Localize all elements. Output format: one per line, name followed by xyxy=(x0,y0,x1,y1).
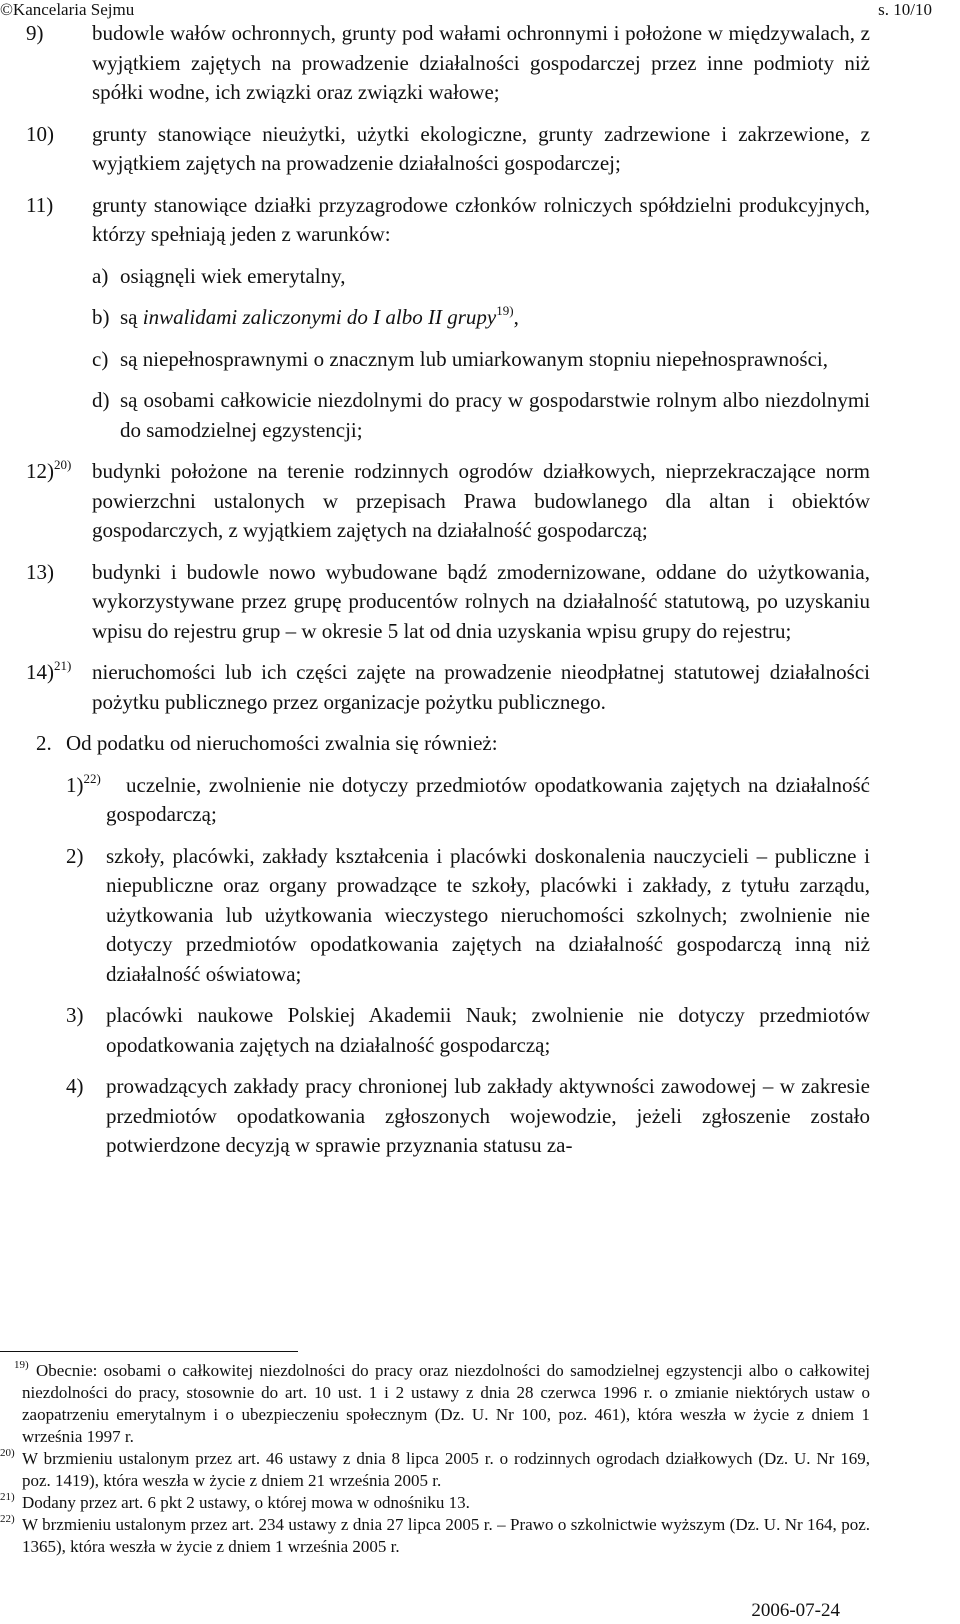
footnote xyxy=(0,1514,870,1558)
item-number: 11) xyxy=(26,192,54,217)
item-text: uczelnie, zwolnienie nie dotyczy przedmiotów opodatkowania zajętych na działalność gospodarczą; xyxy=(106,772,870,826)
item-text: placówki naukowe Polskiej Akademii Nauk; zwolnienie nie dotyczy przedmiotów opodatkowania zajętych na działalność gospodarczą; xyxy=(106,1003,870,1057)
list-item xyxy=(66,1072,870,1161)
item-number: 13) xyxy=(26,559,54,584)
header-page-number: s. 10/10 xyxy=(878,0,932,19)
document-body xyxy=(26,19,870,1161)
item-text: nieruchomości lub ich części zajęte na prowadzenie nieodpłatnej statutowej działalności pożytku publicznego przez organizacje pożytku publicznego. xyxy=(92,660,870,714)
list-item xyxy=(26,191,870,250)
item-text: prowadzących zakłady pracy chronionej lub zakłady aktywności zawodowej – w zakresie przedmiotów opodatkowania zgłoszonych wojewodzie, jeżeli zgłoszenie zostało potwierdzone decyzją w sprawie przyznania statusu za- xyxy=(106,1074,870,1157)
header-copyright: ©Kancelaria Sejmu xyxy=(0,0,135,19)
footnote-number: 19) xyxy=(14,1359,29,1371)
item-number: 14)$^{21)}$ xyxy=(26,658,72,684)
sub-item-text-prefix: są xyxy=(120,305,143,329)
item-number: 9) xyxy=(26,21,44,45)
item-number: 1)$^{22)}$ xyxy=(66,770,101,797)
footnote-ref-21[interactable]: 21) xyxy=(54,658,72,673)
sub-item-text-suffix: , xyxy=(513,305,519,329)
footnote-ref-22[interactable]: 22) xyxy=(83,770,101,786)
footnote-number: 20) xyxy=(0,1447,15,1459)
footnote-text: W brzmieniu ustalonym przez art. 46 ustawy z dnia 8 lipca 2005 r. o rodzinnych ogrodach działkowych (Dz. U. Nr 169, poz. 1419), która weszła w życie z dniem 21 września 2005 r. xyxy=(22,1449,870,1490)
item-text: budynki i budowle nowo wybudowane bądź zmodernizowane, oddane do użytkowania, wykorzystywane przez grupę producentów rolnych na działalność statutową, po uzyskaniu wpisu do rejestru grup – w okresie 5 lat od dnia uzyskania wpisu grupy do rejestru; xyxy=(92,559,870,643)
item-number: 4) xyxy=(66,1074,84,1098)
list-item xyxy=(26,558,870,647)
list-item xyxy=(66,1001,870,1060)
footnote-number: 22) xyxy=(0,1513,15,1525)
sub-item-text: są osobami całkowicie niezdolnymi do pracy w gospodarstwie rolnym albo niezdolnymi do samodzielnej egzystencji; xyxy=(120,388,870,442)
footnote-number: 21) xyxy=(0,1491,15,1503)
item-text: budynki położone na terenie rodzinnych ogrodów działkowych, nieprzekraczające norm powierzchni ustalonych w przepisach Prawa budowlanego dla altan i obiektów gospodarczych, z wyjątkiem zajętych na działalność gospodarczą; xyxy=(92,459,870,542)
footer-date: 2006-07-24 xyxy=(751,1600,840,1621)
footnote xyxy=(0,1448,870,1492)
item-number: 12)$^{20)}$ xyxy=(26,457,72,483)
footnote-text: Dodany przez art. 6 pkt 2 ustawy, o której mowa w odnośniku 13. xyxy=(22,1493,470,1512)
item-number: 3) xyxy=(66,1003,84,1027)
list-item xyxy=(66,771,870,830)
footnote-separator xyxy=(0,1351,298,1352)
sub-item-letter: a) xyxy=(92,263,109,288)
sub-item-letter: d) xyxy=(92,388,110,412)
item-text: grunty stanowiące nieużytki, użytki ekologiczne, grunty zadrzewione i zakrzewione, z wyjątkiem zajętych na prowadzenie działalności gospodarczej; xyxy=(92,121,870,175)
sub-item-letter: c) xyxy=(92,346,109,371)
sub-item-text: osiągnęli wiek emerytalny, xyxy=(120,263,346,288)
sub-item xyxy=(92,262,870,292)
item-text: grunty stanowiące działki przyzagrodowe członków rolniczych spółdzielni produkcyjnych, którzy spełniają jeden z warunków: xyxy=(92,192,870,246)
sub-item-letter: b) xyxy=(92,305,110,329)
footnotes xyxy=(0,1360,870,1558)
sub-item xyxy=(92,345,870,375)
item-number: 10) xyxy=(26,121,54,146)
footnote-ref-19[interactable]: 19) xyxy=(496,303,514,318)
footnote xyxy=(0,1360,870,1448)
section-text: Od podatku od nieruchomości zwalnia się również: xyxy=(66,731,498,755)
list-item xyxy=(26,457,870,546)
list-item xyxy=(26,19,870,108)
footnote xyxy=(0,1492,870,1514)
sub-item xyxy=(92,303,870,333)
footnote-text: W brzmieniu ustalonym przez art. 234 ustawy z dnia 27 lipca 2005 r. – Prawo o szkolnictwie wyższym (Dz. U. Nr 164, poz. 1365), która weszła w życie z dniem 1 września 2005 r. xyxy=(22,1515,870,1556)
list-item xyxy=(66,842,870,990)
list-item xyxy=(26,120,870,179)
list-item xyxy=(26,658,870,717)
footnote-text: Obecnie: osobami o całkowitej niezdolności do pracy oraz niezdolności do samodzielnej egzystencji albo o całkowitej niezdolności do pracy, stosownie do art. 10 ust. 1 i 2 ustawy z dnia 28 czerwca 1996 r. o zmianie niektórych ustaw o zaopatrzeniu emerytalnym i o ubezpieczeniu społecznym (Dz. U. Nr 100, poz. 461), która weszła w życie z dniem 1 września 1997 r. xyxy=(22,1361,870,1446)
section-number: 2. xyxy=(36,731,52,755)
sub-item-text: są niepełnosprawnymi o znacznym lub umiarkowanym stopniu niepełnosprawności, xyxy=(120,346,829,371)
section-2-heading xyxy=(36,729,870,759)
item-text: budowle wałów ochronnych, grunty pod wałami ochronnymi i położone w międzywalach, z wyjątkiem zajętych na prowadzenie działalności gospodarczej przez inne podmioty niż spółki wodne, ich związki oraz związki wałowe; xyxy=(92,21,870,104)
item-number: 2) xyxy=(66,843,84,868)
sub-item-italic-text: inwalidami zaliczonymi do I albo II grupy xyxy=(142,305,497,329)
item-text: szkoły, placówki, zakłady kształcenia i placówki doskonalenia nauczycieli – publiczne i niepubliczne oraz organy prowadzące te szkoły, placówki i zakłady, z tytułu zarządu, użytkowania lub użytkowania wieczystego nieruchomości szkolnych; zwolnienie nie dotyczy przedmiotów opodatkowania zajętych na działalność gospodarczą inną niż działalność oświatowa; xyxy=(106,843,870,986)
sub-item xyxy=(92,386,870,445)
footnote-ref-20[interactable]: 20) xyxy=(54,457,72,472)
